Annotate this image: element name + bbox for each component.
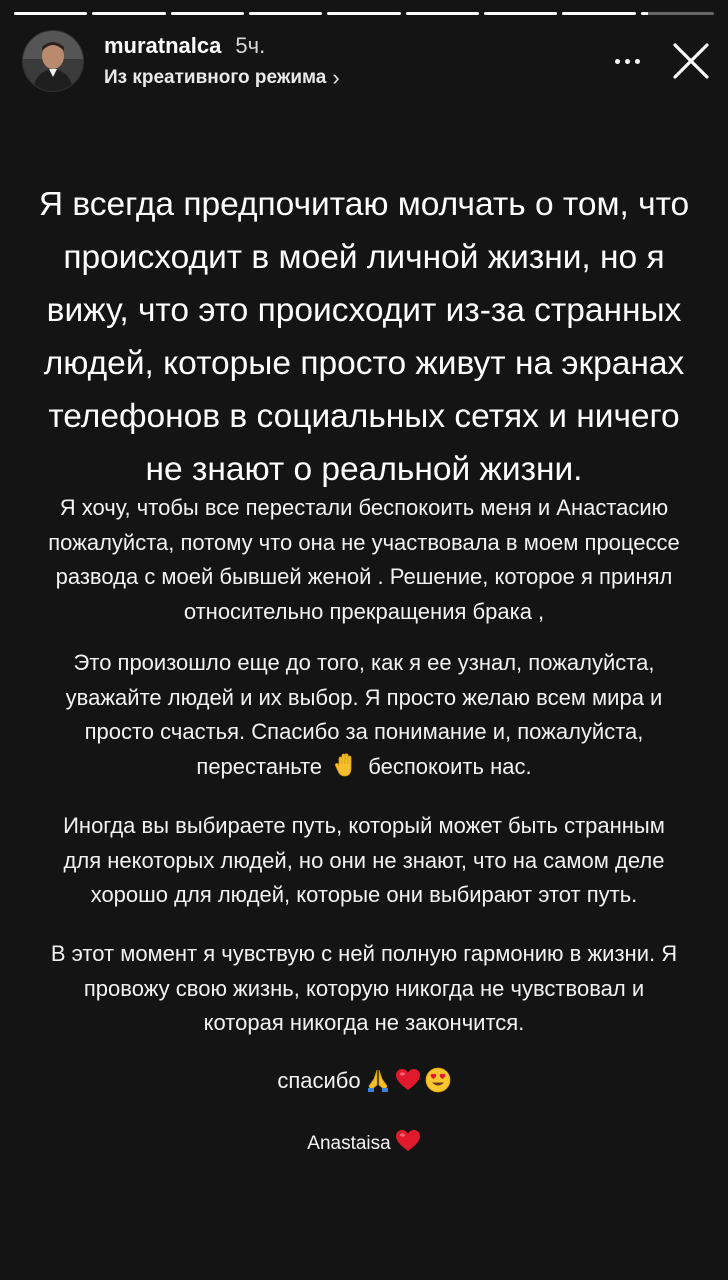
headline-line: Я всегда предпочитаю молчать о том, что (38, 186, 690, 223)
folded-hands-icon (365, 1067, 391, 1093)
paragraph-1 (0, 491, 728, 629)
chevron-right-icon: › (332, 65, 340, 90)
signature-line (0, 1127, 728, 1162)
progress-segment (562, 12, 635, 15)
thanks-line (0, 1064, 728, 1099)
paragraph-text: перестаньте (196, 753, 323, 779)
paragraph-line: Это произошло еще до того, как я ее узнал, пожалуйста, (73, 650, 655, 675)
paragraph-line: просто счастья. Спасибо за понимание и, пожалуйста, (84, 719, 644, 744)
progress-segment (327, 12, 400, 15)
paragraph-line (0, 750, 728, 785)
paragraph-text: беспокоить нас. (368, 753, 532, 779)
raised-hand-icon (332, 752, 358, 778)
source-link[interactable] (104, 67, 340, 89)
paragraph-line: развода с моей бывшей женой . Решение, которое я принял (55, 564, 673, 589)
paragraph-3 (0, 809, 728, 913)
more-icon[interactable] (615, 59, 640, 64)
story-header (22, 30, 712, 92)
headline-line: не знают о реальной жизни. (145, 451, 583, 488)
headline-line: телефонов в социальных сетях и ничего (48, 398, 680, 435)
headline-line: происходит в моей личной жизни, но я (63, 239, 665, 276)
paragraph-line: пожалуйста, потому что она не участвовала в моем процессе (48, 529, 680, 555)
post-time: 5ч. (235, 33, 266, 58)
thanks-text: спасибо (277, 1068, 361, 1093)
progress-segment (171, 12, 244, 15)
paragraph-line: хорошо для людей, которые они выбирают этот путь. (90, 882, 638, 907)
progress-segment (641, 12, 714, 15)
progress-segment (92, 12, 165, 15)
heart-icon (395, 1129, 421, 1153)
progress-segment (14, 12, 87, 15)
paragraph-line: уважайте людей и их выбор. Я просто желаю всем мира и (65, 684, 663, 710)
headline-line: вижу, что это происходит из-за странных (46, 292, 682, 329)
paragraph-line: провожу свою жизнь, которую никогда не чувствовал и (83, 975, 645, 1001)
paragraph-line: В этот момент я чувствую с ней полную гармонию в жизни. Я (50, 941, 678, 966)
source-label: Из креативного режима (104, 67, 327, 88)
username[interactable]: muratnalca (104, 33, 222, 58)
story-progress-bar (14, 12, 714, 16)
heart-eyes-face-icon (425, 1067, 451, 1093)
story-headline (0, 178, 728, 496)
avatar[interactable] (22, 30, 84, 92)
paragraph-4 (0, 937, 728, 1041)
progress-segment (484, 12, 557, 15)
paragraph-line: для некоторых людей, но они не знают, что на самом деле (63, 847, 665, 873)
progress-segment (406, 12, 479, 15)
headline-line: людей, которые просто живут на экранах (43, 345, 685, 382)
progress-segment (249, 12, 322, 15)
paragraph-2 (0, 646, 728, 784)
paragraph-line: относительно прекращения брака , (183, 598, 545, 624)
heart-icon (395, 1068, 421, 1092)
signature-text: Anastaisa (307, 1133, 391, 1154)
paragraph-line: Я хочу, чтобы все перестали беспокоить меня и Анастасию (59, 495, 669, 520)
paragraph-line: Иногда вы выбираете путь, который может быть странным (63, 813, 665, 838)
close-icon[interactable] (670, 40, 712, 82)
paragraph-line: которая никогда не закончится. (203, 1010, 525, 1035)
